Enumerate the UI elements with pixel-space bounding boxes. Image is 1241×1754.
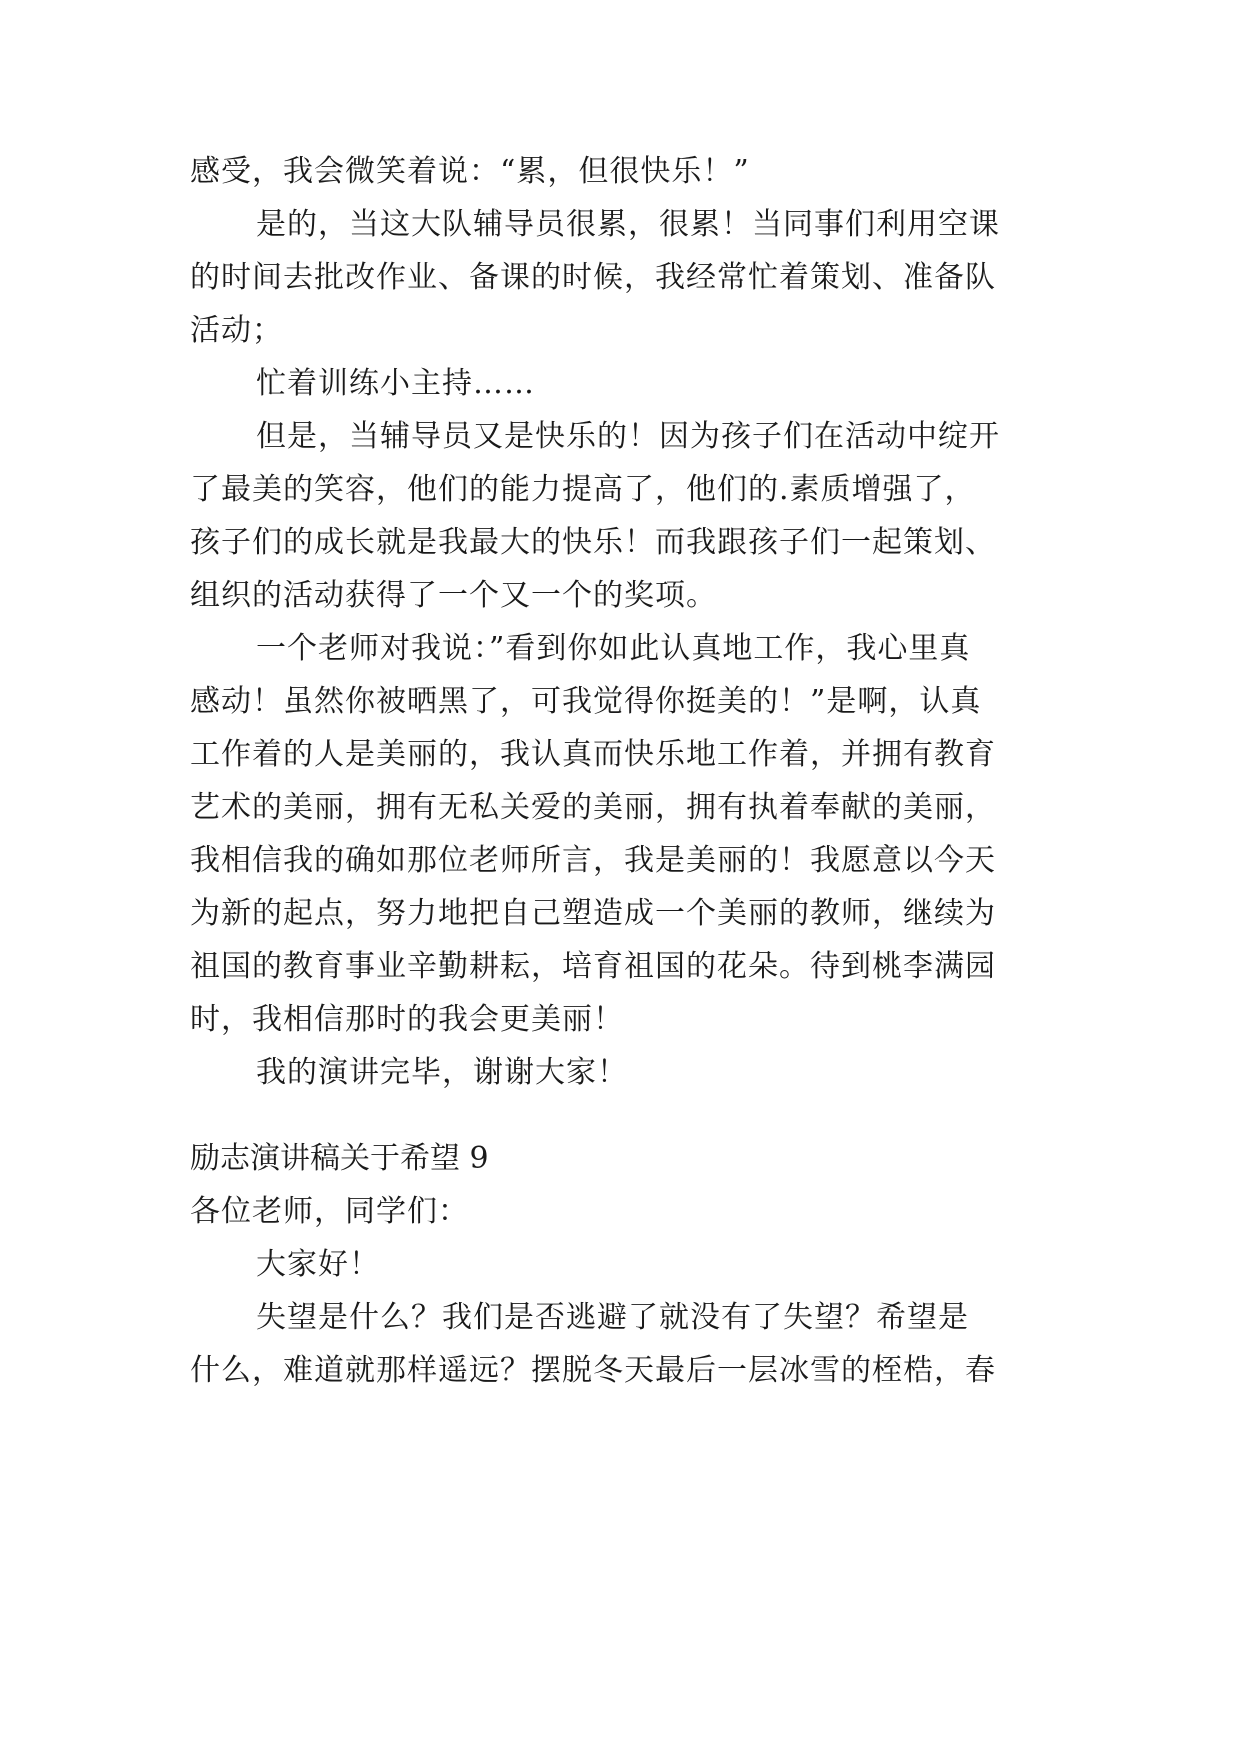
paragraph-line: 失望是什么？我们是否逃避了就没有了失望？希望是 <box>256 1300 969 1335</box>
paragraph-line: 是的，当这大队辅导员很累，很累！当同事们利用空课 <box>256 207 1000 242</box>
greeting: 大家好！ <box>256 1247 380 1282</box>
paragraph-line: 组织的活动获得了一个又一个的奖项。 <box>190 578 717 613</box>
paragraph-line: 一个老师对我说：”看到你如此认真地工作，我心里真 <box>256 631 971 666</box>
paragraph-line: 但是，当辅导员又是快乐的！因为孩子们在活动中绽开 <box>256 419 1000 454</box>
paragraph-line: 了最美的笑容，他们的能力提高了，他们的.素质增强了， <box>190 472 976 507</box>
paragraph-line: 我的演讲完毕，谢谢大家！ <box>256 1055 628 1090</box>
paragraph-line: 工作着的人是美丽的，我认真而快乐地工作着，并拥有教育 <box>190 737 996 772</box>
paragraph-line: 忙着训练小主持…… <box>256 366 535 401</box>
paragraph-line: 什么，难道就那样遥远？摆脱冬天最后一层冰雪的桎梏，春 <box>190 1353 996 1388</box>
paragraph-line: 艺术的美丽，拥有无私关爱的美丽，拥有执着奉献的美丽， <box>190 790 996 825</box>
paragraph-line: 时，我相信那时的我会更美丽！ <box>190 1002 624 1037</box>
paragraph-line: 我相信我的确如那位老师所言，我是美丽的！我愿意以今天 <box>190 843 996 878</box>
paragraph-line: 的时间去批改作业、备课的时候，我经常忙着策划、准备队 <box>190 260 996 295</box>
paragraph-line: 活动； <box>190 313 283 348</box>
salutation: 各位老师，同学们： <box>190 1194 469 1229</box>
section-title: 励志演讲稿关于希望 9 <box>190 1141 489 1176</box>
paragraph-line: 祖国的教育事业辛勤耕耘，培育祖国的花朵。待到桃李满园 <box>190 949 996 984</box>
paragraph-line: 感受，我会微笑着说：“累，但很快乐！” <box>190 154 750 189</box>
paragraph-line: 孩子们的成长就是我最大的快乐！而我跟孩子们一起策划、 <box>190 525 996 560</box>
paragraph-line: 为新的起点，努力地把自己塑造成一个美丽的教师，继续为 <box>190 896 996 931</box>
paragraph-line: 感动！虽然你被晒黑了，可我觉得你挺美的！”是啊，认真 <box>190 684 982 719</box>
